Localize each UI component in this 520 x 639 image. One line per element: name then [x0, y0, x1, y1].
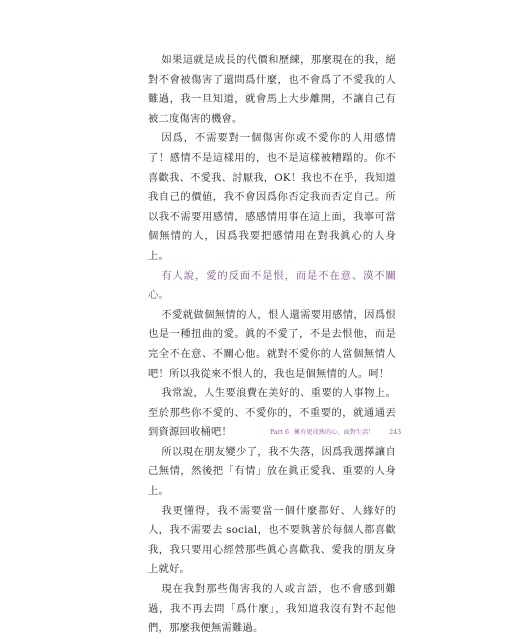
- page-number: 243: [389, 429, 402, 436]
- page-body: [148, 51, 396, 639]
- paragraph-4: 不愛就做個無情的人，恨人還需要用感情，因爲恨也是一種扭曲的愛。眞的不愛了，不是去恨他，而是完全不在意、不關心他。就對不愛你的人當個無情人吧！所以我從來不恨人的，我也是個無情的人。呵！: [148, 308, 396, 380]
- paragraph-1: 如果這就是成長的代價和歷練，那麼現在的我，絕對不會被傷害了還問爲什麼，也不會爲了不愛我的人難過，我一旦知道，就會馬上大步離開，不讓自己有被二度傷害的機會。: [148, 54, 396, 125]
- paragraph-5: 我常說，人生要浪費在美好的、重要的人事物上。至於那些你不愛的、不愛你的，不重要的，就通通丟到資源回收桶吧！: [148, 387, 396, 439]
- page-footer: [270, 427, 400, 436]
- paragraph-6: 所以現在朋友變少了，我不失落，因爲我選擇讓自己無情，然後把「有情」放在眞正愛我、重要的人身上。: [148, 445, 396, 498]
- paragraph-8: 現在我對那些傷害我的人或言語，也不會感到難過，我不再去問「爲什麼」，我知道我沒有對不起他們，那麼我便無需難過。: [148, 583, 396, 635]
- paragraph-7: 我更懂得，我不需要當一個什麼都好、人緣好的人，我不需要去 social，也不要執著於每個人都喜歡我，我只要用心經營那些眞心喜歡我、愛我的朋友身上就好。: [148, 504, 396, 576]
- footer-part: Part 6: [270, 429, 289, 436]
- highlight-quote: 有人說，愛的反面不是恨，而是不在意、漠不關心。: [148, 269, 396, 302]
- paragraph-2: 因爲，不需要對一個傷害你或不愛你的人用感情了！感情不是這樣用的，也不是這樣被糟蹋的。你不喜歡我、不愛我、討厭我，OK！我也不在乎，我知道我自己的價値，我不會因爲你否定我而否定自己。所以我不需要用感情，感感情用事在這上面，我寧可當個無情的人，因爲我要把感情用在對我眞心的人身上。: [148, 132, 396, 262]
- footer-chapter-title: 擁有更成熟的心，面對生活！: [293, 429, 375, 436]
